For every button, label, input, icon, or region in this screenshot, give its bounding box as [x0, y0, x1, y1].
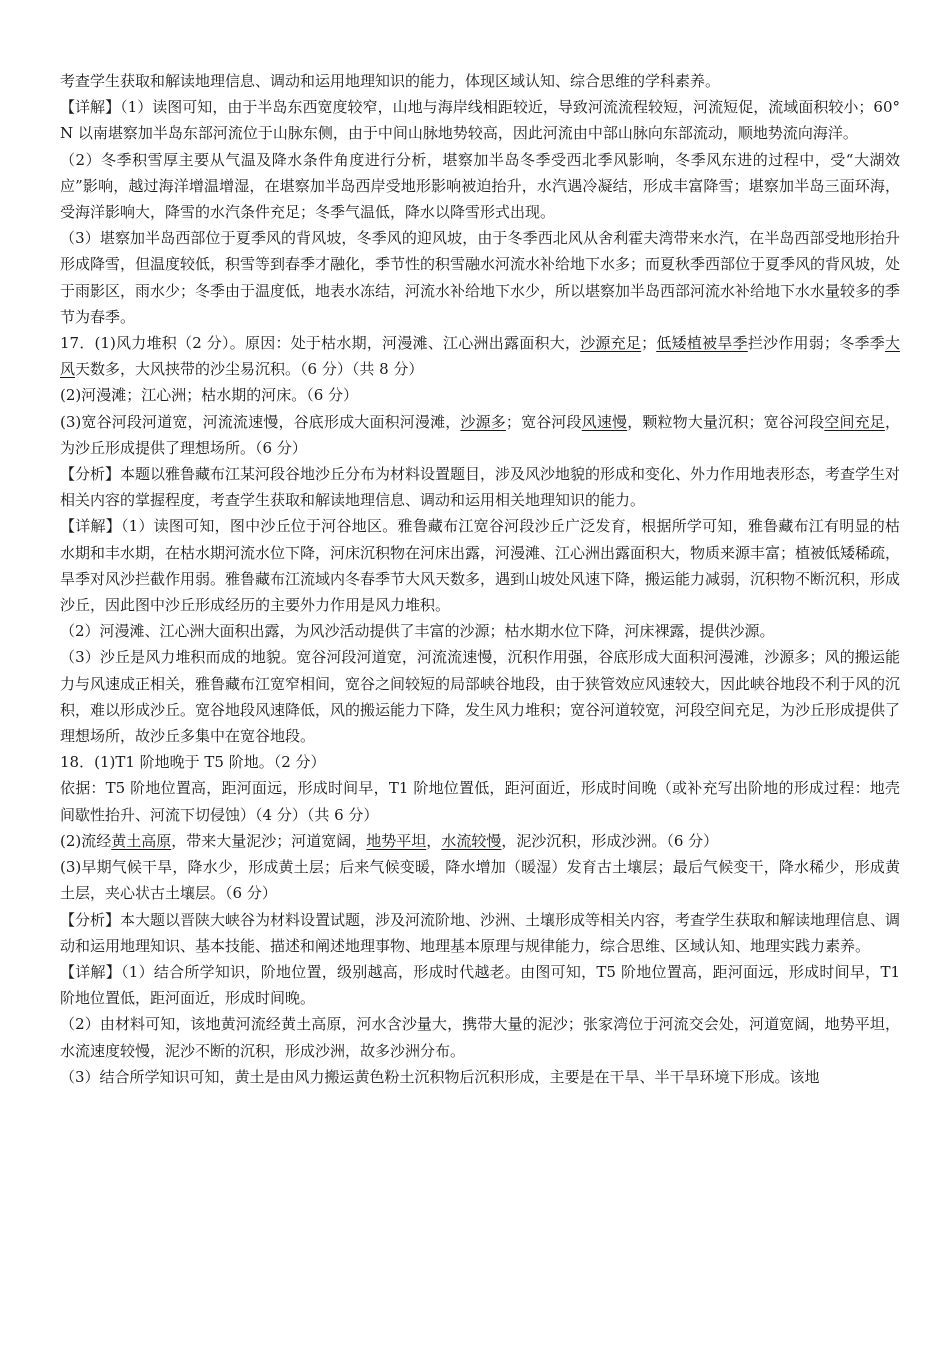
text-run: ，泥沙沉积，形成沙洲。（6 分） — [501, 831, 719, 850]
answer-document — [60, 68, 900, 1090]
text-run: 天数多，大风挟带的沙尘易沉积。（6 分）（共 8 分） — [75, 360, 424, 379]
underlined-key-phrase: 地势平坦 — [366, 831, 427, 850]
paragraph-9 — [60, 513, 900, 618]
text-run: （2）由材料可知，该地黄河流经黄土高原，河水含沙量大，携带大量的泥沙；张家湾位于河流交会处，河道宽阔，地势平坦，水流速度较慢，泥沙不断的沉积，形成沙洲，故多沙洲分布。 — [60, 1015, 900, 1060]
underlined-key-phrase: 风速慢 — [581, 412, 628, 431]
text-run: ，颗粒物大量沉积；宽谷河段 — [627, 412, 825, 431]
paragraph-15 — [60, 854, 900, 906]
paragraph-2 — [60, 94, 900, 146]
text-run: (3)宽谷河段河道宽，河流流速慢，谷底形成大面积河漫滩， — [60, 412, 461, 431]
text-run: 依据：T5 阶地位置高，距河面远，形成时间早，T1 阶地位置低，距河面近，形成时间晚（或补充写出阶地的形成过程：地壳间歇性抬升、河流下切侵蚀）（4 分）（共 6 分） — [60, 779, 900, 824]
text-run: 【分析】本题以雅鲁藏布江某河段谷地沙丘分布为材料设置题目，涉及风沙地貌的形成和变化、外力作用地表形态，考查学生对相关内容的掌握程度，考查学生获取和解读地理信息、调动和运用相关地理知识的能力。 — [60, 465, 901, 510]
text-run: （3）结合所学知识可知，黄土是由风力搬运黄色粉土沉积物后沉积形成，主要是在干旱、半干旱环境下形成。该地 — [60, 1067, 820, 1086]
text-run: 18．(1)T1 阶地晚于 T5 阶地。（2 分） — [60, 753, 326, 772]
text-run: （3）堪察加半岛西部位于夏季风的背风坡，冬季风的迎风坡，由于冬季西北风从舍利霍夫湾带来水汽，在半岛西部受地形抬升形成降雪，但温度较低，积雪等到春季才融化，季节性的积雪融水河流水补给地下水多；而夏秋季西部位于夏季风的背风坡，处于雨影区，雨水少；冬季由于温度低，地表水冻结，河流水补给地下水少，所以堪察加半岛西部河流水补给地下水水量较多的季节为春季。 — [60, 229, 901, 326]
text-run: （3）沙丘是风力堆积而成的地貌。宽谷河段河道宽，河流流速慢，沉积作用强，谷底形成大面积河漫滩，沙源多；风的搬运能力与风速成正相关，雅鲁藏布江宽窄相间，宽谷之间较短的局部峡谷地段，由于狭管效应风速较大，因此峡谷地段不利于风的沉积，难以形成沙丘。宽谷地段风速降低，风的搬运能力下降，发生风力堆积；宽谷河道较宽，河段空间充足，为沙丘形成提供了理想场所，故沙丘多集中在宽谷地段。 — [60, 648, 901, 746]
underlined-key-phrase: 空间充足 — [824, 412, 885, 431]
paragraph-3 — [60, 147, 900, 226]
underlined-key-phrase: 沙源多 — [460, 412, 506, 431]
text-run: 17．(1)风力堆积（2 分）。原因：处于枯水期，河漫滩、江心洲出露面积大， — [60, 334, 581, 353]
paragraph-19 — [60, 1064, 900, 1090]
paragraph-10 — [60, 618, 900, 644]
text-run: 【详解】（1）结合所学知识，阶地位置，级别越高，形成时代越老。由图可知，T5 阶地位置高，距河面远，形成时间早，T1 阶地位置低，距河面近，形成时间晚。 — [60, 962, 900, 1008]
text-run: (3)早期气候干旱，降水少，形成黄土层；后来气候变暖，降水增加（暖湿）发育古土壤层；最后气候变干，降水稀少，形成黄土层，夹心状古土壤层。（6 分） — [60, 858, 900, 903]
text-run: ， — [426, 831, 442, 850]
text-run: ； — [641, 334, 657, 353]
paragraph-5 — [60, 330, 900, 382]
text-run: （2）河漫滩、江心洲大面积出露，为风沙活动提供了丰富的沙源；枯水期水位下降，河床裸露，提供沙源。 — [60, 622, 775, 641]
underlined-key-phrase: 沙源充足 — [580, 334, 642, 353]
paragraph-6 — [60, 382, 900, 408]
paragraph-16 — [60, 907, 900, 959]
text-run: ；宽谷河段 — [505, 412, 582, 431]
text-run: ，带来大量泥沙；河道宽阔， — [171, 831, 367, 850]
paragraph-13 — [60, 775, 900, 827]
text-run: （2）冬季积雪厚主要从气温及降水条件角度进行分析，堪察加半岛冬季受西北季风影响，冬季风东进的过程中，受“大湖效应”影响，越过海洋增温增湿，在堪察加半岛西岸受地形影响被迫抬升，水汽遇冷凝结，形成丰富降雪；堪察加半岛三面环海，受海洋影响大，降雪的水汽条件充足；冬季气温低，降水以降雪形式出现。 — [60, 150, 900, 222]
text-run: 考查学生获取和解读地理信息、调动和运用地理知识的能力，体现区域认知、综合思维的学科素养。 — [60, 72, 721, 90]
paragraph-17 — [60, 959, 900, 1011]
paragraph-4 — [60, 225, 900, 330]
underlined-key-phrase: 低矮植被旱季 — [656, 334, 748, 353]
paragraph-14 — [60, 828, 900, 854]
paragraph-8 — [60, 461, 900, 513]
paragraph-18 — [60, 1011, 900, 1063]
underlined-key-phrase: 水流较慢 — [441, 831, 502, 850]
paragraph-11 — [60, 644, 900, 749]
text-run: 【详解】（1）读图可知，图中沙丘位于河谷地区。雅鲁藏布江宽谷河段沙丘广泛发育，根据所学可知，雅鲁藏布江有明显的枯水期和丰水期，在枯水期河流水位下降，河床沉积物在河床出露，河漫滩、江心洲出露面积大，物质来源丰富；植被低矮稀疏，旱季对风沙拦截作用弱。雅鲁藏布江流域内冬春季节大风天数多，遇到山坡处风速下降，搬运能力减弱，沉积物不断沉积，形成沙丘，因此图中沙丘形成经历的主要外力作用是风力堆积。 — [60, 517, 901, 615]
paragraph-12 — [60, 749, 900, 775]
text-run: 拦沙作用弱；冬季季 — [747, 334, 885, 353]
paragraph-7 — [60, 409, 900, 461]
text-run: (2)河漫滩；江心洲；枯水期的河床。（6 分） — [60, 386, 359, 405]
text-run: ，为沙丘形成提供了理想场所。（6 分） — [60, 412, 900, 457]
text-run: 【详解】（1）读图可知，由于半岛东西宽度较窄，山地与海岸线相距较近，导致河流流程较短，河流短促，流域面积较小；60°N 以南堪察加半岛东部河流位于山脉东侧，由于中间山脉地势较高，因此河流由中部山脉向东部流动，顺地势流向海洋。 — [60, 98, 900, 143]
underlined-key-phrase: 黄土高原 — [111, 831, 172, 850]
underlined-key-phrase: 大风 — [60, 334, 900, 379]
text-run: 【分析】本大题以晋陕大峡谷为材料设置试题，涉及河流阶地、沙洲、土壤形成等相关内容，考查学生获取和解读地理信息、调动和运用地理知识、基本技能、描述和阐述地理事物、地理基本原理与规律能力，综合思维、区域认知、地理实践力素养。 — [60, 910, 901, 955]
paragraph-1 — [60, 68, 900, 94]
text-run: (2)流经 — [60, 831, 112, 850]
